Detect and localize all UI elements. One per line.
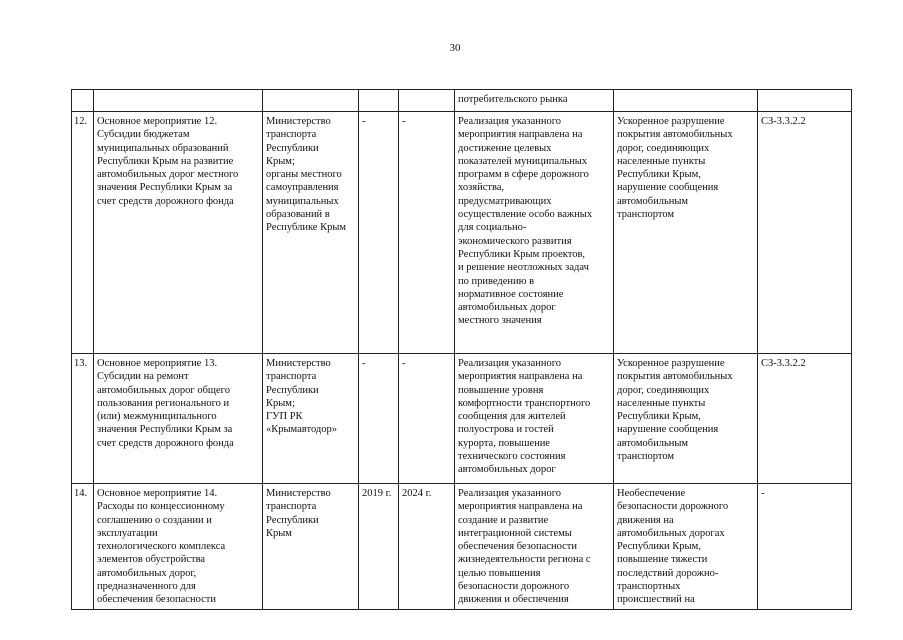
start-year: -: [359, 112, 399, 354]
page-number: 30: [449, 42, 461, 54]
indicator-code: СЗ-3.3.2.2: [758, 354, 852, 484]
row-number: 12.: [72, 112, 94, 354]
end-year: -: [399, 354, 455, 484]
table-row: [72, 354, 852, 484]
table-row: [72, 90, 852, 112]
consequences: Ускоренное разрушение покрытия автомобильных дорог, соединяющих населенные пункты Республики Крым, нарушение сообщения автомобильным транспортом: [614, 354, 758, 484]
measure-name: Основное мероприятие 14. Расходы по концессионному соглашению о создании и эксплуатации технологического комплекса элементов обустройства автомобильных дорог, предназначенного для обеспечения безопасности: [94, 484, 263, 610]
indicator-code: -: [758, 484, 852, 610]
measure-name: Основное мероприятие 13. Субсидии на ремонт автомобильных дорог общего пользования регионального и (или) межмуниципального значения Республики Крым за счет средств дорожного фонда: [94, 354, 263, 484]
consequences: Необеспечение безопасности дорожного движения на автомобильных дорогах Республики Крым, повышение тяжести последствий дорожно- транспортных происшествий на: [614, 484, 758, 610]
expected-result: Реализация указанного мероприятия направлена на повышение уровня комфортности транспортного сообщения для жителей полуострова и гостей курорта, повышение технического состояния автомобильных дорог: [455, 354, 614, 484]
measure-name: [94, 90, 263, 112]
measure-name: Основное мероприятие 12. Субсидии бюджетам муниципальных образований Республики Крым на развитие автомобильных дорог местного значения Республики Крым за счет средств дорожного фонда: [94, 112, 263, 354]
start-year: -: [359, 354, 399, 484]
end-year: -: [399, 112, 455, 354]
table-row: [72, 112, 852, 354]
end-year: 2024 г.: [399, 484, 455, 610]
row-number: 14.: [72, 484, 94, 610]
measures-table: [71, 89, 852, 610]
table-row: [72, 484, 852, 610]
indicator-code: [758, 90, 852, 112]
start-year: [359, 90, 399, 112]
expected-result: потребительского рынка: [455, 90, 614, 112]
start-year: 2019 г.: [359, 484, 399, 610]
executor: Министерство транспорта Республики Крым; ГУП РК «Крымавтодор»: [263, 354, 359, 484]
executor: [263, 90, 359, 112]
row-number: 13.: [72, 354, 94, 484]
executor: Министерство транспорта Республики Крым; органы местного самоуправления муниципальных образований в Республике Крым: [263, 112, 359, 354]
expected-result: Реализация указанного мероприятия направлена на создание и развитие интеграционной системы обеспечения безопасности жизнедеятельности региона с целью повышения безопасности дорожного движения и обеспечения: [455, 484, 614, 610]
end-year: [399, 90, 455, 112]
row-number: [72, 90, 94, 112]
consequences: Ускоренное разрушение покрытия автомобильных дорог, соединяющих населенные пункты Республики Крым, нарушение сообщения автомобильным транспортом: [614, 112, 758, 354]
executor: Министерство транспорта Республики Крым: [263, 484, 359, 610]
indicator-code: СЗ-3.3.2.2: [758, 112, 852, 354]
consequences: [614, 90, 758, 112]
expected-result: Реализация указанного мероприятия направлена на достижение целевых показателей муниципальных программ в сфере дорожного хозяйства, предусматривающих осуществление особо важных для социально- экономического развития Республики Крым проектов, и решение неотложных задач по приведению в нормативное состояние автомобильных дорог местного значения: [455, 112, 614, 354]
